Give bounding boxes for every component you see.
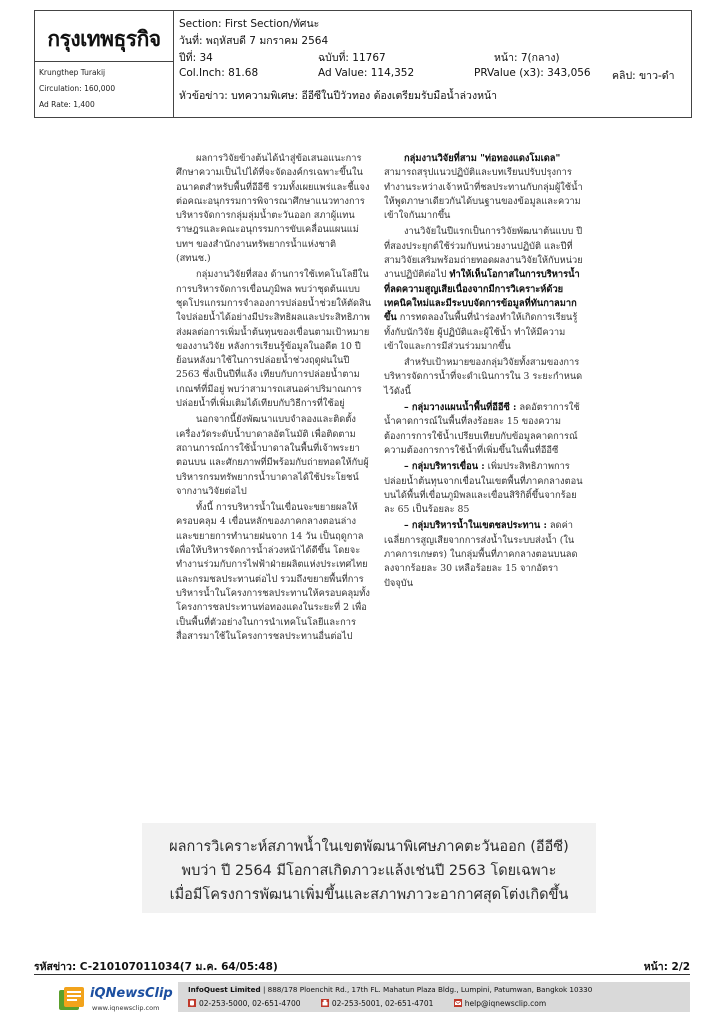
paragraph-text: สามารถสรุปแนวปฏิบัติและบทเรียนปรับปรุงการทำงานระหว่างเจ้าหน้าที่ชลประทานกับกลุ่มผู้ใช้น้ำให้พูดภาษาเดียวกันได้บนฐานของข้อมูลและความเข้าใจกันมากขึ้น bbox=[384, 167, 583, 222]
paragraph: นอกจากนี้ยังพัฒนาแบบจำลองและติดตั้งเครื่องวัดระดับน้ำบาดาลอัตโนมัติ เพื่อติดตามสถานการณ์การใช้น้ำบาดาลในพื้นที่เจ้าพระยาตอนบน และศักยภาพที่มีพร้อมกับถ่ายทอดให้กับผู้บริหารกรมทรัพยากรน้ำบาดาลได้ใช้ประโยชน์จากงานวิจัยต่อไป bbox=[176, 414, 369, 497]
bullet-item bbox=[384, 401, 584, 458]
article-column-right bbox=[384, 152, 584, 591]
paragraph: ผลการวิจัยข้างต้นได้นำสู่ข้อเสนอแนะการศึกษาความเป็นไปได้ที่จะจัดองค์กรเฉพาะขึ้นในอนาคตสำหรับพื้นที่อีอีซี รวมทั้งเผยแพร่และชี้แจงต่อคณะอนุกรรมการพิจารณาศึกษาแนวทางการบริหารจัดการกลุ่มลุ่มน้ำตะวันออก สภาผู้แทนราษฎรและคณะอนุกรรมการขับเคลื่อนแผนแม่บทฯ ของสำนักงานทรัพยากรน้ำแห่งชาติ (สทนช.) bbox=[176, 153, 370, 265]
page-number: หน้า: 2/2 bbox=[643, 961, 690, 973]
issue: ฉบับที่: 11767 bbox=[318, 52, 386, 64]
ad-rate: Ad Rate: 1,400 bbox=[39, 100, 95, 109]
company-address bbox=[188, 985, 592, 994]
logo-url[interactable]: www.iqnewsclip.com bbox=[92, 1004, 160, 1012]
paragraph: สำหรับเป้าหมายของกลุ่มวิจัยทั้งสามของการบริหารจัดการน้ำที่จะดำเนินการใน 3 ระยะกำหนดไว้ดังนี้ bbox=[384, 357, 583, 397]
email-contact bbox=[454, 999, 546, 1008]
bullet-label: – กลุ่มบริหารเขื่อน : bbox=[404, 461, 485, 473]
phone-number: 02-253-5000, 02-651-4700 bbox=[199, 999, 301, 1008]
date: วันที่: พฤหัสบดี 7 มกราคม 2564 bbox=[179, 35, 329, 47]
article-column-left bbox=[176, 152, 372, 644]
pull-quote-line: เมื่อมีโครงการพัฒนาเพิ่มขึ้นและสภาพภาวะอากาศสุดโต่งเกิดขึ้น bbox=[169, 887, 569, 903]
publication-box bbox=[35, 11, 174, 117]
headline: หัวข้อข่าว: บทความพิเศษ: อีอีซีในปีวัวทอง ต้องเตรียมรับมือน้ำล่วงหน้า bbox=[179, 90, 498, 102]
publication-logo: กรุงเทพธุรกิจ bbox=[47, 27, 161, 51]
iqnewsclip-logo bbox=[56, 982, 174, 1018]
paragraph-text: งานวิจัยในปีแรกเป็นการวิจัยพัฒนาต้นแบบ ปีที่สองประยุกต์ใช้ร่วมกับหน่วยงานปฏิบัติ และปีที่สามวิจัยเสริมพร้อมถ่ายทอดผลงานวิจัยให้กับหน่วยงานปฏิบัติต่อไป bbox=[384, 226, 583, 281]
emphasis: ทำให้เห็นโอกาสในการบริหารน้ำที่ลดความสูญเสียเนื่องจากมีการวิเคราะห์ด้วยเทคนิคใหม่และมีระบบจัดการข้อมูลที่ทันกาลมากขึ้น bbox=[384, 269, 580, 324]
contact-bar bbox=[178, 982, 690, 1012]
paragraph: กลุ่มงานวิจัยที่สอง ด้านการใช้เทคโนโลยีในการบริหารจัดการเขื่อนภูมิพล พบว่าชุดต้นแบบชุดโปรแกรมการจำลองการปล่อยน้ำช่วยให้ตัดสินใจปล่อยน้ำได้อย่างมีประสิทธิผลและประสิทธิภาพ ส่งผลต่อการเพิ่มน้ำต้นทุนของเขื่อนตามเป้าหมายของงานวิจัย หลังการเรียนรู้ข้อมูลในอดีต 10 ปีย้อนหลังมาใช้ในการปล่อยน้ำช่วงฤดูฝนในปี 2563 ซึ่งเป็นปีที่แล้ง เทียบกับการปล่อยน้ำตามเกณฑ์ที่มีอยู่ พบว่าสามารถเสนอค่าปริมาณการปล่อยน้ำที่เพิ่มเติมได้เทียบกับวิธีการที่ใช้อยู่ bbox=[176, 269, 372, 410]
bullet-text: ลดอัตราการใช้น้ำคาดการณ์ในพื้นที่ลงร้อยละ 15 ของความต้องการการใช้น้ำเปรียบเทียบกับข้อมูลคาดการณ์ความต้องการการใช้น้ำที่เพิ่มขึ้นในพื้นที่อีอีซี bbox=[384, 402, 580, 456]
email-address[interactable]: help@iqnewsclip.com bbox=[464, 999, 547, 1008]
company-name: InfoQuest Limited bbox=[188, 985, 261, 994]
newspaper-icon bbox=[56, 984, 88, 1016]
bullet-label: – กลุ่มบริหารน้ำในเขตชลประทาน : bbox=[404, 520, 547, 532]
fax-contact bbox=[321, 999, 436, 1008]
paragraph-text: การทดลองในพื้นที่นำร่องทำให้เกิดการเรียนรู้ทั้งกับนักวิจัย ผู้ปฏิบัติและผู้ใช้น้ำ ทำให้มีความเข้าใจและการมีส่วนร่วมมากขึ้น bbox=[384, 312, 578, 352]
fax-icon bbox=[321, 999, 329, 1007]
phone-icon bbox=[188, 999, 196, 1007]
pull-quote-line: ผลการวิเคราะห์สภาพน้ำในเขตพัฒนาพิเศษภาคตะวันออก (อีอีซี) bbox=[169, 839, 569, 855]
circulation: Circulation: 160,000 bbox=[39, 84, 116, 93]
col-inch: Col.Inch: 81.68 bbox=[179, 67, 259, 79]
bullet-item bbox=[384, 519, 584, 590]
bullet-item bbox=[384, 460, 584, 517]
bullet-text: เพิ่มประสิทธิภาพการปล่อยน้ำต้นทุนจากเขื่อนในเขตพื้นที่ภาคกลางตอนบนได้พื้นที่เขื่อนภูมิพลและเขื่อนสิริกิติ์ขึ้นจากร้อยละ 65 เป็นร้อยละ 85 bbox=[384, 461, 583, 516]
pull-quote-line: พบว่า ปี 2564 มีโอกาสเกิดภาวะแล้งเช่นปี 2563 โดยเฉพาะ bbox=[181, 863, 557, 879]
pr-value: PRValue (x3): 343,056 bbox=[474, 67, 591, 79]
section: Section: First Section/ทัศนะ bbox=[179, 18, 320, 30]
bullet-label: – กลุ่มวางแผนน้ำพื้นที่อีอีซี : bbox=[404, 402, 517, 414]
paragraph bbox=[384, 225, 584, 354]
year: ปีที่: 34 bbox=[179, 52, 213, 64]
phone-contact bbox=[188, 999, 303, 1008]
divider bbox=[34, 974, 690, 975]
ad-value: Ad Value: 114,352 bbox=[318, 67, 415, 79]
bullet-text: ลดค่าเฉลี่ยการสูญเสียจากการส่งน้ำในระบบส่งน้ำ (ในภาคการเกษตร) ในกลุ่มพื้นที่ภาคกลางตอนบนลดลงจากร้อยละ 30 เหลือร้อยละ 15 จากอัตราปัจจุบัน bbox=[384, 520, 578, 589]
fax-number: 02-253-5001, 02-651-4701 bbox=[331, 999, 434, 1008]
clip-header bbox=[34, 10, 692, 118]
address: | 888/178 Ploenchit Rd., 17th FL. Mahatun Plaza Bldg., Lumpini, Patumwan, Bangkok 10330 bbox=[262, 985, 593, 994]
paragraph: ทั้งนี้ การบริหารน้ำในเขื่อนจะขยายผลให้ครอบคลุม 4 เขื่อนหลักของภาคกลางตอนล่าง และขยายการทำนายฝนจาก 14 วัน เป็นฤดูกาลเพื่อให้บริหารจัดการน้ำล่วงหน้าได้ดีขึ้น โดยจะทำงานร่วมกับการไฟฟ้าฝ่ายผลิตแห่งประเทศไทยและกรมชลประทานต่อไป รวมถึงขยายพื้นที่การบริหารน้ำในโครงการชลประทานให้ครอบคลุมทั้งโครงการชลประทานท่อทองแดงในระยะที่ 2 เพื่อเป็นพื้นที่ตัวอย่างในการนำเทคโนโลยีและการสื่อสารมาใช้ในโครงการชลประทานอื่นต่อไป bbox=[176, 502, 370, 642]
publication-en: Krungthep Turakij bbox=[39, 68, 106, 77]
contact-line bbox=[188, 999, 564, 1008]
subheading: กลุ่มงานวิจัยที่สาม "ท่อทองแดงโมเดล" bbox=[404, 153, 561, 164]
divider bbox=[35, 61, 173, 62]
paragraph bbox=[384, 152, 584, 223]
metadata-box bbox=[174, 11, 691, 117]
logo-name: iQNewsClip bbox=[90, 986, 173, 1001]
news-id: รหัสข่าว: C-210107011034(7 ม.ค. 64/05:48) bbox=[34, 961, 278, 973]
email-icon bbox=[454, 999, 462, 1007]
pull-quote bbox=[142, 823, 596, 913]
page: หน้า: 7(กลาง) bbox=[494, 52, 560, 64]
clip-type: คลิป: ขาว-ดำ bbox=[612, 70, 675, 82]
